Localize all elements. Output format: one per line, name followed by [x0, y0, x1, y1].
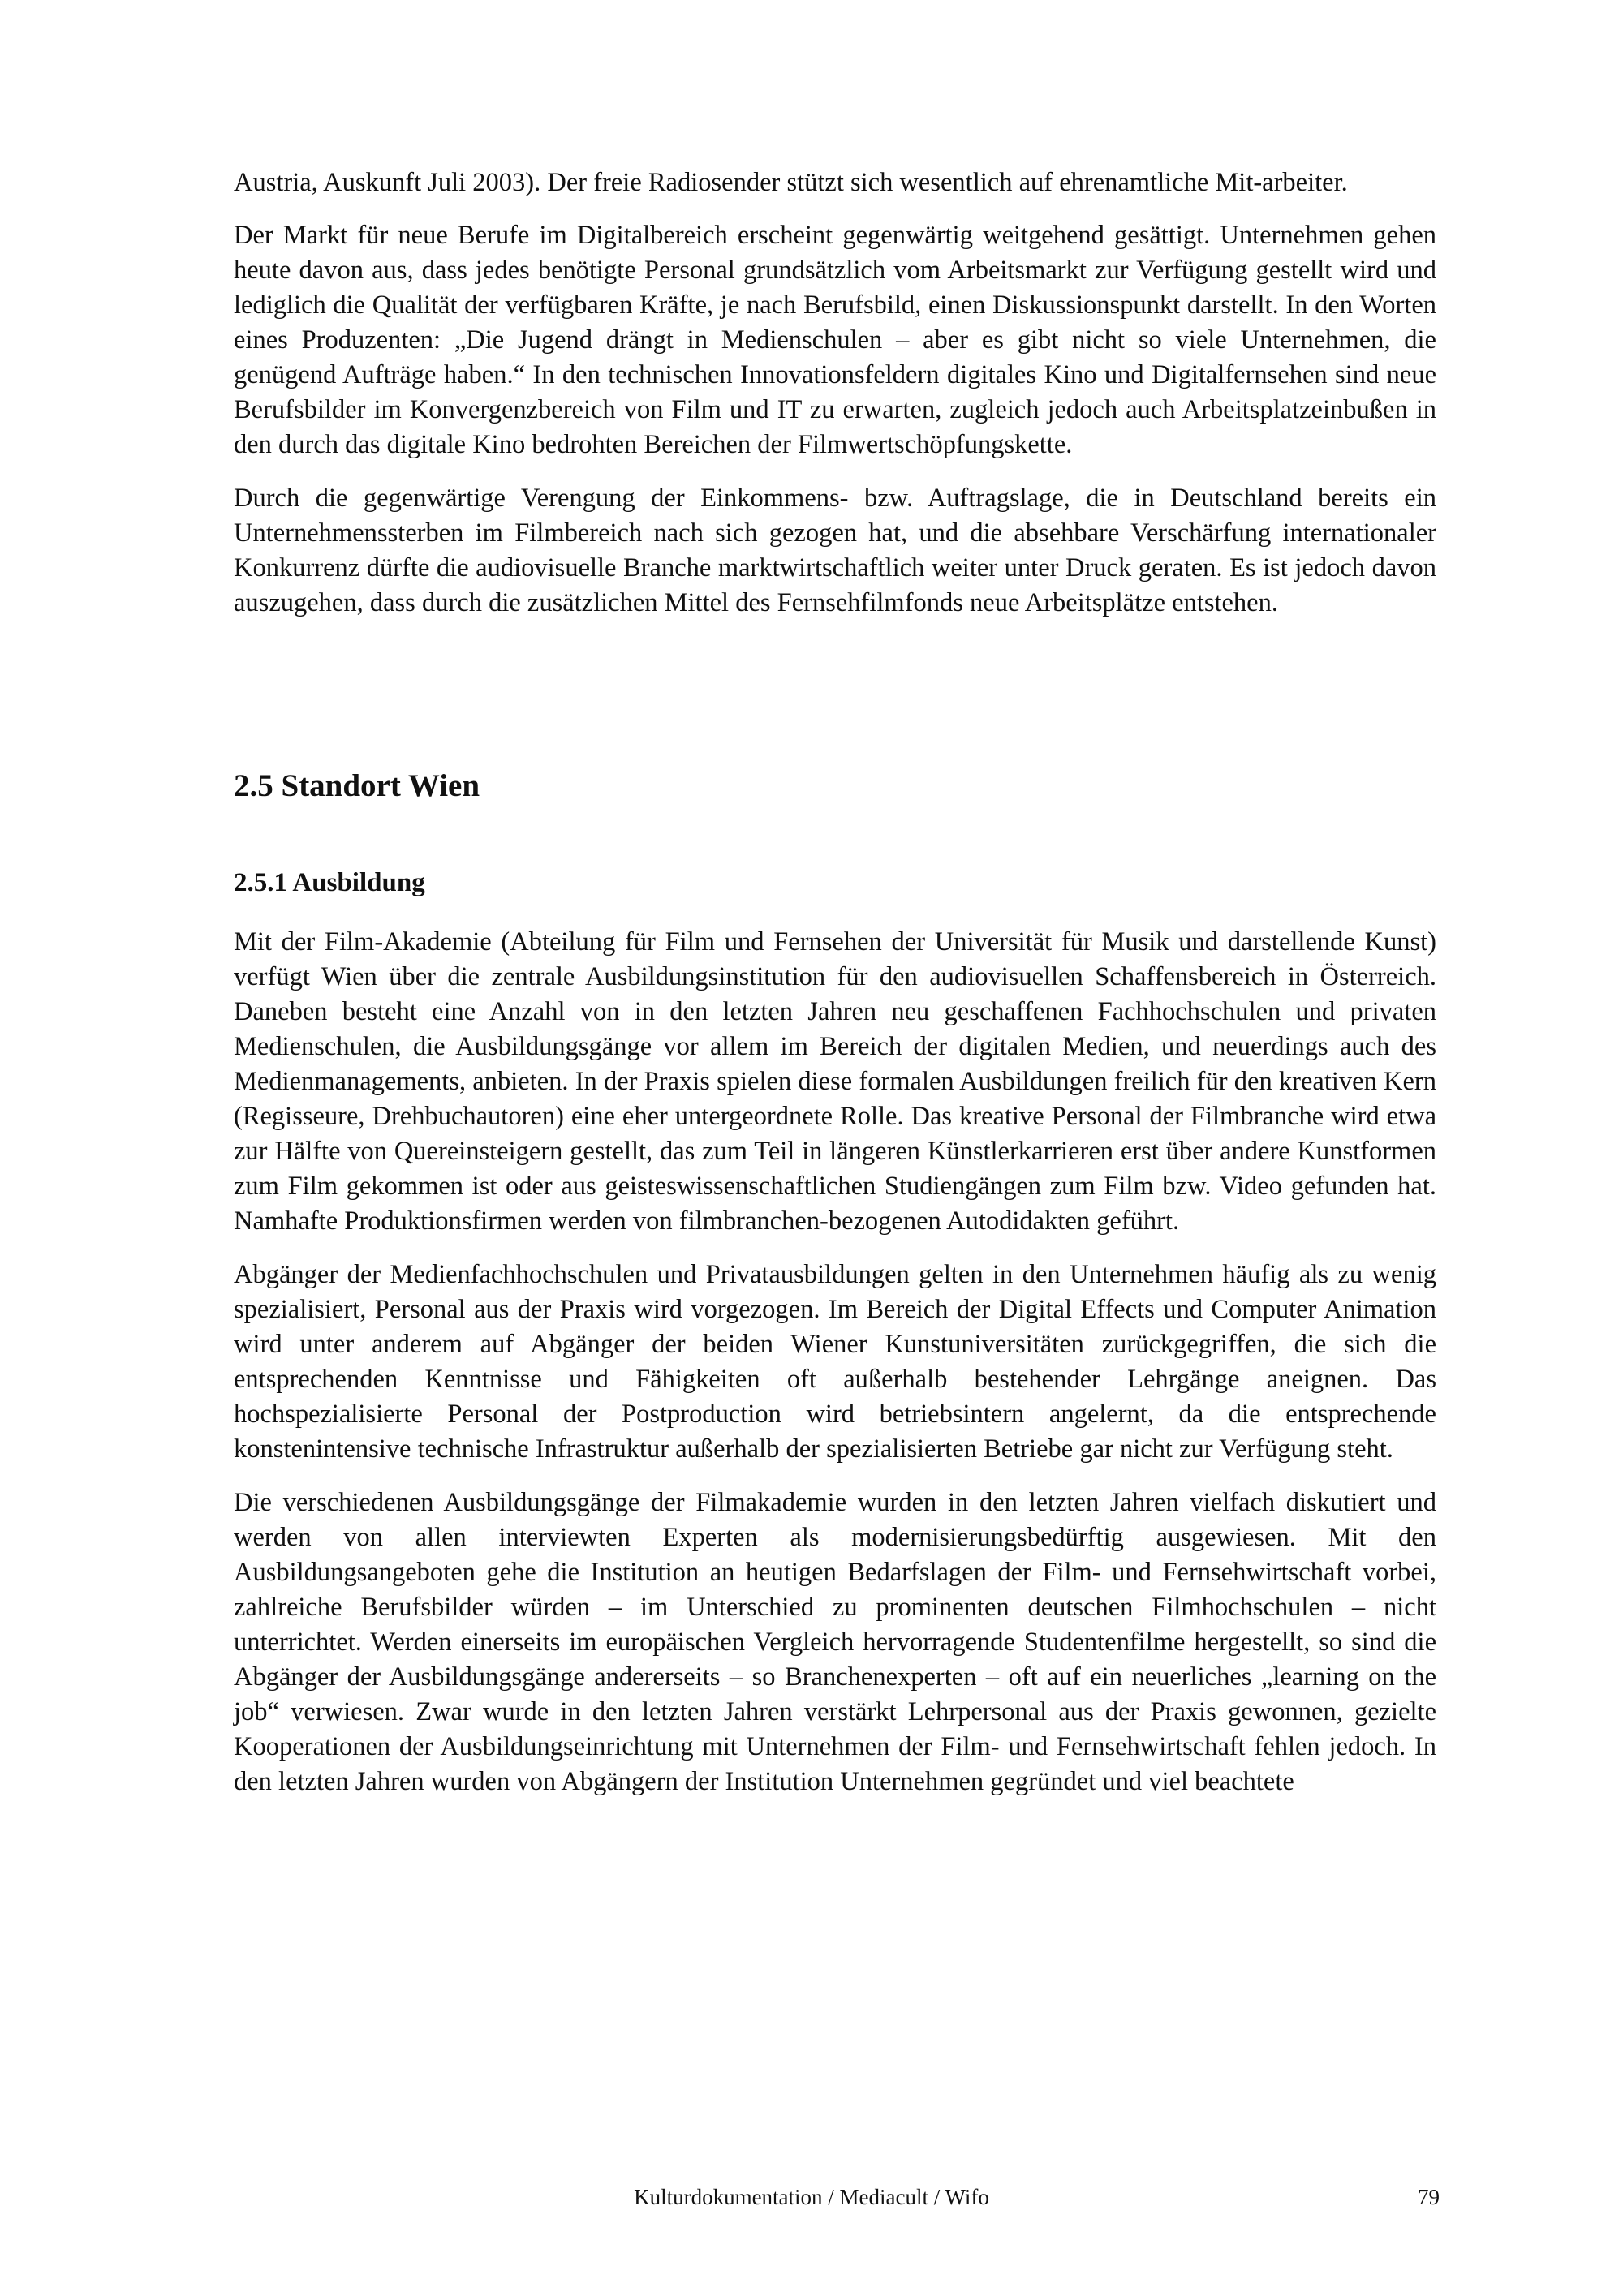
section-heading: 2.5 Standort Wien	[234, 768, 480, 803]
page-content	[234, 166, 1436, 1818]
paragraph-intro-1: Austria, Auskunft Juli 2003). Der freie Radiosender stützt sich wesentlich auf ehrenamtliche Mit-arbeiter.	[234, 168, 1348, 197]
paragraph-section-2: Abgänger der Medienfachhochschulen und Privatausbildungen gelten in den Unternehmen häufig als zu wenig spezialisiert, Personal aus der Praxis wird vorgezogen. Im Bereich der Digital Effects und Computer Animation wird unter anderem auf Abgänger der beiden Wiener Kunstuniversitäten zurückgegriffen, die sich die entsprechenden Kenntnisse und Fähigkeiten oft außerhalb bestehender Lehrgänge aneignen. Das hochspezialisierte Personal der Postproduction wird betriebsintern angelernt, da die entsprechende konstenintensive technische Infrastruktur außerhalb der spezialisierten Betriebe gar nicht zur Verfügung steht.	[234, 1260, 1436, 1464]
paragraph-section-3: Die verschiedenen Ausbildungsgänge der Filmakademie wurden in den letzten Jahren vielfach diskutiert und werden von allen interviewten Experten als modernisierungsbedürftig ausgewiesen. Mit den Ausbildungsangeboten gehe die Institution an heutigen Bedarfslagen der Film- und Fernsehwirtschaft vorbei, zahlreiche Berufsbilder würden – im Unterschied zu prominenten deutschen Filmhochschulen – nicht unterrichtet. Werden einerseits im europäischen Vergleich hervorragende Studentenfilme hergestellt, so sind die Abgänger der Ausbildungsgänge andererseits – so Branchenexperten – oft auf ein neuerliches „learning on the job“ verwiesen. Zwar wurde in den letzten Jahren verstärkt Lehrpersonal aus der Praxis gewonnen, gezielte Kooperationen der Ausbildungseinrichtung mit Unternehmen der Film- und Fernsehwirtschaft fehlen jedoch. In den letzten Jahren wurden von Abgängern der Institution Unternehmen gegründet und viel beachtete	[234, 1488, 1436, 1796]
footer-source: Kulturdokumentation / Mediacult / Wifo	[634, 2185, 989, 2209]
page-footer	[0, 2181, 1623, 2213]
paragraph-section-1: Mit der Film-Akademie (Abteilung für Film und Fernsehen der Universität für Musik und darstellende Kunst) verfügt Wien über die zentrale Ausbildungsinstitution für den audiovisuellen Schaffensbereich in Österreich. Daneben besteht eine Anzahl von in den letzten Jahren neu geschaffenen Fachhochschulen und privaten Medienschulen, die Ausbildungsgänge vor allem im Bereich der digitalen Medien, und neuerdings auch des Medienmanagements, anbieten. In der Praxis spielen diese formalen Ausbildungen freilich für den kreativen Kern (Regisseure, Drehbuchautoren) eine eher untergeordnete Rolle. Das kreative Personal der Filmbranche wird etwa zur Hälfte von Quereinsteigern gestellt, das zum Teil in längeren Künstlerkarrieren erst über andere Kunstformen zum Film gekommen ist oder aus geisteswissenschaftlichen Studiengängen zum Film bzw. Video gefunden hat. Namhafte Produktionsfirmen werden von filmbranchen-bezogenen Autodidakten geführt.	[234, 927, 1436, 1236]
paragraph-intro-2: Der Markt für neue Berufe im Digitalbereich erscheint gegenwärtig weitgehend gesättigt. Unternehmen gehen heute davon aus, dass jedes benötigte Personal grundsätzlich vom Arbeitsmarkt zur Verfügung gestellt wird und lediglich die Qualität der verfügbaren Kräfte, je nach Berufsbild, einen Diskussionspunkt darstellt. In den Worten eines Produzenten: „Die Jugend drängt in Medienschulen – aber es gibt nicht so viele Unternehmen, die genügend Aufträge haben.“ In den technischen Innovationsfeldern digitales Kino und Digitalfernsehen sind neue Berufsbilder im Konvergenzbereich von Film und IT zu erwarten, zugleich jedoch auch Arbeitsplatzeinbußen in den durch das digitale Kino bedrohten Bereichen der Filmwertschöpfungskette.	[234, 221, 1436, 459]
subsection-heading: 2.5.1 Ausbildung	[234, 868, 425, 897]
page-number: 79	[1418, 2185, 1440, 2209]
paragraph-intro-3: Durch die gegenwärtige Verengung der Einkommens- bzw. Auftragslage, die in Deutschland bereits ein Unternehmenssterben im Filmbereich nach sich gezogen hat, und die absehbare Verschärfung internationaler Konkurrenz dürfte die audiovisuelle Branche marktwirtschaftlich weiter unter Druck geraten. Es ist jedoch davon auszugehen, dass durch die zusätzlichen Mittel des Fernsehfilmfonds neue Arbeitsplätze entstehen.	[234, 484, 1436, 617]
